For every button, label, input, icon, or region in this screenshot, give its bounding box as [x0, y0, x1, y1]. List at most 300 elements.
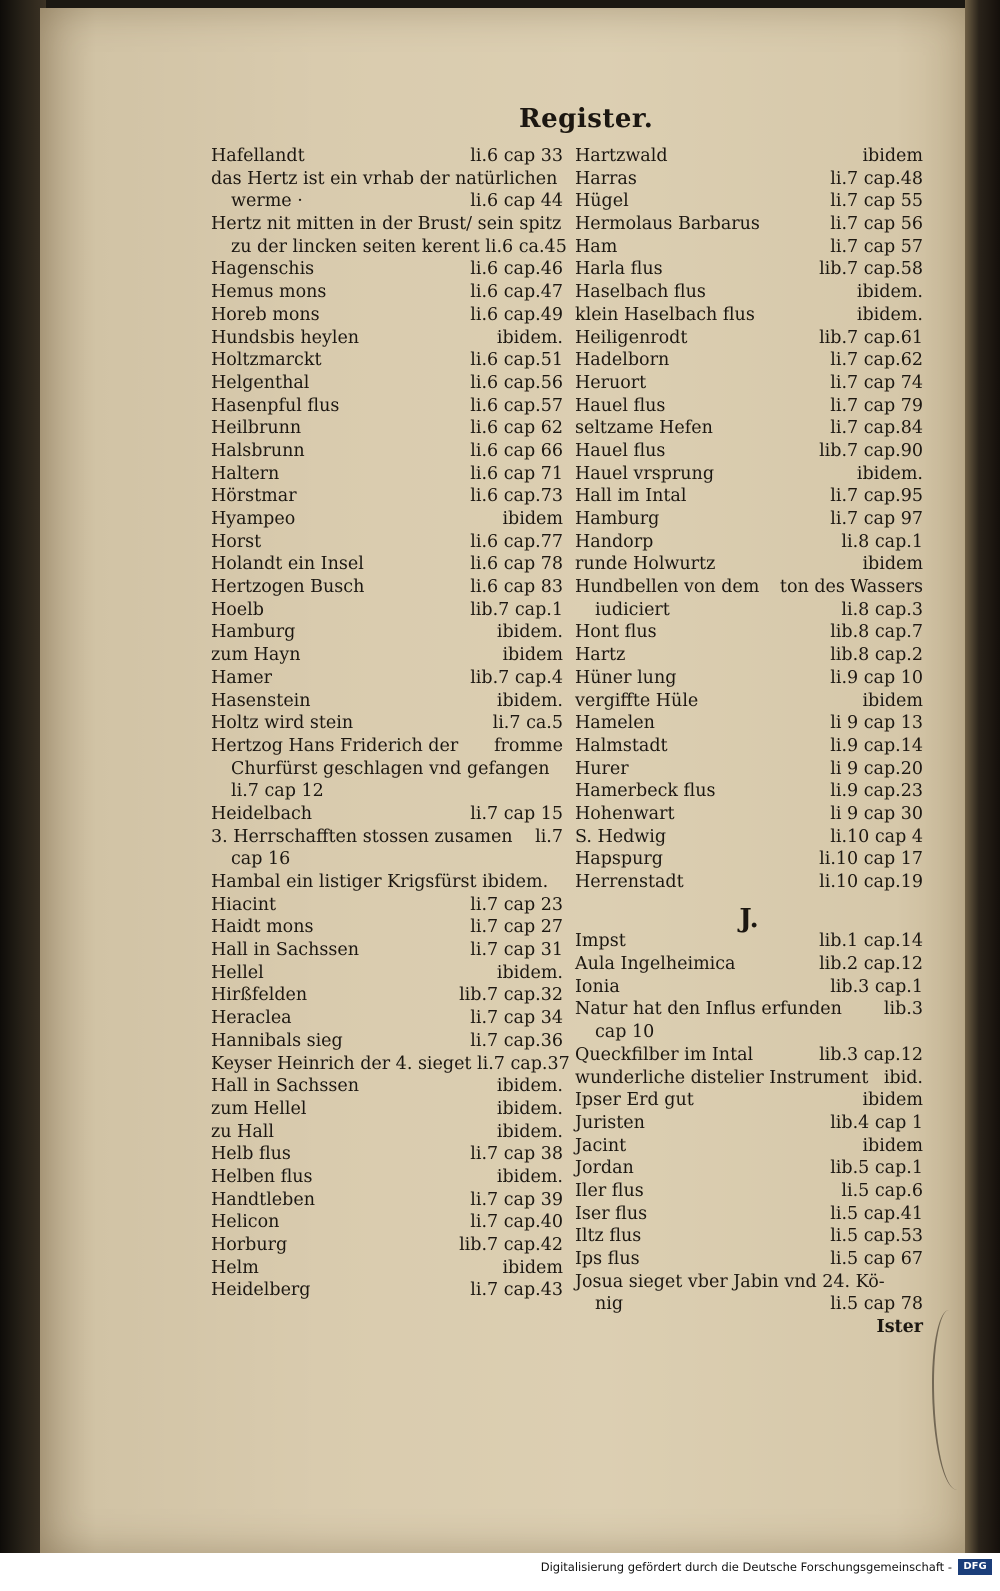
entry-reference: ibidem.	[496, 622, 563, 643]
index-entry	[575, 1271, 923, 1294]
index-entry	[211, 1257, 563, 1280]
entry-reference: li.6 cap 78	[470, 554, 563, 575]
entry-term: Hasenstein	[211, 690, 311, 711]
entry-term: Hagenschis	[211, 259, 315, 280]
index-entry	[211, 213, 563, 236]
dfg-logo-badge: DFG	[958, 1559, 992, 1575]
entry-term: Hamburg	[211, 622, 296, 643]
entry-term: Hügel	[575, 191, 629, 212]
entry-reference: li.6 cap 71	[470, 463, 563, 484]
index-entry	[211, 417, 563, 440]
index-entry	[211, 735, 563, 758]
entry-term: Hamelen	[575, 713, 655, 734]
index-entry	[211, 1143, 563, 1166]
index-entry	[575, 1180, 923, 1203]
entry-term: Iltz flus	[575, 1226, 642, 1247]
entry-term: Aula Ingelheimica	[575, 954, 736, 975]
entry-term: Haidt mons	[211, 917, 314, 938]
entry-reference: li.7 cap.43	[470, 1280, 563, 1301]
index-entry	[211, 440, 563, 463]
entry-term: Haselbach flus	[575, 282, 706, 303]
index-entry	[575, 826, 923, 849]
entry-term: Hont flus	[575, 622, 657, 643]
index-entry	[575, 644, 923, 667]
page-title: Register.	[519, 104, 654, 134]
entry-term: Josua sieget vber Jabin vnd 24. Kö-	[575, 1271, 885, 1292]
entry-term: Heruort	[575, 372, 647, 393]
entry-term: seltzame Hefen	[575, 418, 713, 439]
entry-reference: li.7 cap 56	[830, 214, 923, 235]
index-entry	[211, 803, 563, 826]
index-entry	[575, 998, 923, 1021]
entry-reference: ibidem.	[496, 327, 563, 348]
entry-reference: li 9 cap 13	[830, 713, 923, 734]
entry-term: Hüner lung	[575, 667, 677, 688]
entry-reference: ibidem.	[496, 962, 563, 983]
entry-term: Hertz nit mitten in der Brust/ sein spitz	[211, 214, 562, 235]
right-index-column	[575, 145, 923, 1339]
index-entry	[575, 1293, 923, 1316]
entry-term: Helben flus	[211, 1166, 313, 1187]
entry-reference: lib.7 cap.58	[819, 259, 923, 280]
entry-term: Hauel flus	[575, 395, 666, 416]
entry-reference: lib.4 cap 1	[830, 1112, 923, 1133]
entry-term: Hertzogen Busch	[211, 577, 365, 598]
entry-reference: ibidem.	[496, 690, 563, 711]
index-entry	[575, 440, 923, 463]
entry-reference: li.8 cap.1	[841, 531, 923, 552]
entry-term: J.	[739, 903, 759, 934]
entry-reference: li.9 cap.23	[830, 781, 923, 802]
entry-reference: lib.7 cap.4	[470, 667, 563, 688]
entry-reference: li.7 cap.36	[470, 1030, 563, 1051]
index-entry	[211, 1121, 563, 1144]
index-entry	[575, 349, 923, 372]
index-entry	[211, 667, 563, 690]
entry-reference: ibidem	[862, 146, 923, 166]
entry-term: zu der lincken seiten kerent li.6 ca.45	[231, 236, 567, 257]
index-entry	[211, 644, 563, 667]
entry-reference: lib.3	[883, 999, 923, 1020]
entry-term: Helicon	[211, 1212, 280, 1233]
entry-reference: li.6 cap.49	[470, 304, 563, 325]
entry-reference: lib.7 cap.90	[819, 440, 923, 461]
entry-term: Ipser Erd gut	[575, 1090, 694, 1111]
entry-reference: lib.8 cap.2	[830, 645, 923, 666]
entry-term: Heidelberg	[211, 1280, 311, 1301]
entry-reference: li.7 cap 79	[830, 395, 923, 416]
entry-term: Heidelbach	[211, 803, 313, 824]
entry-term: zum Hayn	[211, 645, 301, 666]
entry-term: Jacint	[575, 1135, 627, 1156]
entry-reference: li.7 cap.48	[830, 168, 923, 189]
entry-reference: li.5 cap 78	[830, 1294, 923, 1315]
index-entry	[575, 690, 923, 713]
entry-term: Hauel flus	[575, 440, 666, 461]
entry-term: Helb flus	[211, 1144, 291, 1165]
entry-reference: li.10 cap 4	[830, 826, 923, 847]
index-entry	[211, 758, 563, 781]
entry-term: Hellel	[211, 962, 264, 983]
entry-term: Harla flus	[575, 259, 663, 280]
entry-term: Hadelborn	[575, 350, 670, 371]
entry-term: Hapspurg	[575, 849, 663, 870]
index-entry	[211, 327, 563, 350]
index-entry	[211, 780, 563, 803]
entry-term: Hall im Intal	[575, 486, 687, 507]
entry-term: Iser flus	[575, 1203, 648, 1224]
index-entry	[211, 1234, 563, 1257]
entry-reference: li.8 cap.3	[841, 599, 923, 620]
entry-term: Iler flus	[575, 1180, 644, 1201]
entry-reference: ibidem.	[496, 1166, 563, 1187]
index-entry	[211, 916, 563, 939]
entry-reference: lib.5 cap.1	[830, 1158, 923, 1179]
entry-reference: li.6 cap.51	[470, 350, 563, 371]
index-entry	[211, 304, 563, 327]
entry-term: Hafellandt	[211, 146, 305, 166]
entry-term: nig	[595, 1294, 624, 1315]
entry-term: Impst	[575, 931, 626, 952]
index-entry	[211, 690, 563, 713]
entry-term: Hauel vrsprung	[575, 463, 715, 484]
index-entry	[575, 1112, 923, 1135]
entry-reference: lib.3 cap.1	[830, 976, 923, 997]
index-entry	[575, 190, 923, 213]
entry-reference: ibidem.	[496, 1098, 563, 1119]
entry-term: Hamer	[211, 667, 273, 688]
entry-term: cap 16	[231, 849, 291, 870]
index-entry	[211, 826, 563, 849]
index-entry	[575, 803, 923, 826]
index-entry	[575, 145, 923, 168]
index-entry	[575, 258, 923, 281]
entry-reference: li.6 cap 44	[470, 191, 563, 212]
entry-reference: ibidem.	[856, 282, 923, 303]
index-entry	[211, 372, 563, 395]
index-entry	[575, 1316, 923, 1339]
entry-reference: li.6 cap.47	[470, 282, 563, 303]
entry-reference: lib.2 cap.12	[819, 954, 923, 975]
entry-reference: li.6 cap 62	[470, 418, 563, 439]
entry-term: S. Hedwig	[575, 826, 667, 847]
entry-reference: li.6 cap.56	[470, 372, 563, 393]
entry-reference: li.7 cap 23	[470, 894, 563, 915]
entry-term: Natur hat den Influs erfunden	[575, 999, 842, 1020]
index-entry	[575, 953, 923, 976]
entry-term: runde Holwurtz	[575, 554, 716, 575]
index-entry	[211, 236, 567, 259]
index-entry	[575, 780, 923, 803]
index-entry	[575, 930, 923, 953]
entry-term: werme ·	[231, 191, 303, 212]
entry-term: Holandt ein Insel	[211, 554, 364, 575]
entry-reference: ibidem.	[496, 1121, 563, 1142]
entry-reference: ibidem	[862, 1090, 923, 1111]
index-entry	[575, 236, 923, 259]
index-entry	[575, 871, 923, 894]
entry-term: Jordan	[575, 1158, 634, 1179]
entry-reference: li.7 cap 27	[470, 917, 563, 938]
entry-reference: ibidem.	[496, 1076, 563, 1097]
index-entry	[211, 939, 563, 962]
entry-reference: lib.3 cap.12	[819, 1044, 923, 1065]
entry-reference: ibidem.	[856, 304, 923, 325]
entry-reference: li.7 cap 15	[470, 803, 563, 824]
entry-term: li.7 cap 12	[231, 781, 324, 802]
index-entry	[211, 463, 563, 486]
left-index-column	[211, 145, 570, 1302]
index-entry	[211, 1075, 563, 1098]
index-entry	[575, 1089, 923, 1112]
index-entry	[575, 327, 923, 350]
entry-term: Harras	[575, 168, 637, 189]
entry-reference: ibidem	[502, 509, 563, 529]
index-entry	[211, 1007, 563, 1030]
entry-term: Churfürst geschlagen vnd gefangen	[231, 758, 550, 779]
entry-term: Helm	[211, 1257, 259, 1278]
entry-term: Hoelb	[211, 599, 264, 620]
entry-reference: li.10 cap.19	[819, 872, 923, 892]
entry-term: Helgenthal	[211, 372, 310, 393]
entry-term: Keyser Heinrich der 4. sieget li.7 cap.37	[211, 1053, 570, 1074]
entry-term: Hartzwald	[575, 146, 668, 166]
index-entry	[575, 712, 923, 735]
entry-term: Hörstmar	[211, 486, 297, 507]
entry-reference: lib.7 cap.61	[819, 327, 923, 348]
entry-reference: li.6 cap.77	[470, 531, 563, 552]
entry-reference: ton des Wassers	[779, 577, 923, 598]
index-entry	[575, 281, 923, 304]
entry-term: Hiacint	[211, 894, 276, 915]
entry-term: Hohenwart	[575, 803, 675, 824]
index-entry	[575, 395, 923, 418]
index-entry	[575, 1203, 923, 1226]
index-entry	[575, 758, 923, 781]
entry-reference: li.5 cap.53	[830, 1226, 923, 1247]
entry-term: zu Hall	[211, 1121, 274, 1142]
entry-term: zum Hellel	[211, 1098, 307, 1119]
index-entry	[211, 576, 563, 599]
entry-reference: li.7	[535, 826, 563, 847]
entry-term: Handtleben	[211, 1189, 315, 1210]
index-entry	[575, 667, 923, 690]
entry-reference: li.7 cap.95	[830, 486, 923, 507]
index-entry	[575, 1248, 923, 1271]
entry-reference: ibidem	[502, 1257, 563, 1278]
entry-reference: lib.7 cap.42	[459, 1235, 563, 1255]
index-entry	[211, 145, 563, 168]
index-entry	[211, 190, 563, 213]
index-entry	[575, 1021, 923, 1044]
index-entry	[575, 976, 923, 999]
index-entry	[211, 848, 563, 871]
entry-reference: lib.1 cap.14	[819, 931, 923, 952]
entry-reference: li.7 cap.40	[470, 1212, 563, 1233]
index-entry	[211, 871, 563, 894]
entry-term: Holtz wird stein	[211, 713, 354, 734]
entry-reference: li.6 cap 33	[470, 146, 563, 166]
index-entry	[575, 1157, 923, 1180]
entry-term: Hermolaus Barbarus	[575, 214, 760, 235]
index-entry	[575, 485, 923, 508]
entry-term: Ionia	[575, 976, 620, 997]
entry-reference: li.7 cap 74	[830, 372, 923, 393]
index-entry	[211, 485, 563, 508]
entry-reference: li 9 cap 30	[830, 803, 923, 824]
entry-reference: li.5 cap.41	[830, 1203, 923, 1224]
entry-term: Hamburg	[575, 509, 660, 529]
index-entry	[575, 1135, 923, 1158]
index-entry	[211, 599, 563, 622]
entry-term: Hirßfelden	[211, 985, 308, 1006]
index-entry	[575, 168, 923, 191]
entry-term: Hundsbis heylen	[211, 327, 360, 348]
entry-term: Hall in Sachssen	[211, 940, 359, 961]
entry-term: Heraclea	[211, 1008, 292, 1029]
entry-term: iudiciert	[595, 599, 670, 620]
entry-term: cap 10	[595, 1022, 655, 1043]
entry-reference: ibidem	[862, 690, 923, 711]
index-entry	[211, 1166, 563, 1189]
entry-term: 3. Herrschafften stossen zusamen	[211, 826, 513, 847]
index-entry	[575, 599, 923, 622]
index-entry	[211, 508, 563, 531]
entry-reference: li.7 cap 55	[830, 191, 923, 212]
entry-term: Juristen	[575, 1112, 645, 1133]
entry-term: Heilbrunn	[211, 418, 302, 439]
entry-term: Holtzmarckt	[211, 350, 322, 371]
entry-reference: li.5 cap 67	[830, 1249, 923, 1269]
index-entry	[211, 395, 563, 418]
section-letter	[575, 903, 923, 934]
footer-credit: Digitalisierung gefördert durch die Deutsche Forschungsgemeinschaft -	[540, 1560, 952, 1574]
entry-term: Haltern	[211, 463, 280, 484]
index-entry	[575, 735, 923, 758]
entry-reference: ibidem	[862, 1135, 923, 1156]
entry-reference: ibid.	[883, 1067, 923, 1088]
index-entry	[575, 417, 923, 440]
index-entry	[575, 463, 923, 486]
entry-term: Handorp	[575, 531, 654, 552]
entry-term: Herrenstadt	[575, 872, 684, 892]
entry-reference: li.9 cap.14	[830, 735, 923, 756]
entry-reference: li.6 cap.73	[470, 486, 563, 507]
index-entry	[575, 1225, 923, 1248]
entry-reference: lib.7 cap.32	[459, 985, 563, 1006]
index-entry	[575, 508, 923, 531]
entry-term: Hundbellen von dem	[575, 577, 760, 598]
index-entry	[211, 349, 563, 372]
index-entry	[575, 1044, 923, 1067]
index-entry	[211, 1211, 563, 1234]
entry-term: vergiffte Hüle	[575, 690, 699, 711]
index-entry	[211, 1098, 563, 1121]
entry-term: Queckfilber im Intal	[575, 1044, 754, 1065]
entry-term: Hurer	[575, 758, 629, 779]
index-entry	[211, 894, 563, 917]
entry-term: Horst	[211, 531, 262, 552]
entry-reference: ibidem.	[856, 463, 923, 484]
entry-reference: li.7 ca.5	[492, 713, 563, 734]
index-entry	[211, 1030, 563, 1053]
entry-reference: li.7 cap 31	[470, 940, 563, 961]
entry-reference: lib.7 cap.1	[470, 599, 563, 620]
entry-term: Ham	[575, 236, 618, 257]
entry-term: Horeb mons	[211, 304, 320, 325]
index-entry	[211, 1053, 570, 1076]
entry-reference: ibidem	[502, 645, 563, 666]
index-entry	[211, 258, 563, 281]
entry-term: Halmstadt	[575, 735, 668, 756]
entry-term: Halsbrunn	[211, 440, 305, 461]
entry-term: Hemus mons	[211, 282, 327, 303]
index-entry	[211, 984, 563, 1007]
entry-reference: fromme	[494, 735, 563, 756]
entry-reference: li.7 cap 57	[830, 236, 923, 257]
index-entry	[575, 372, 923, 395]
entry-reference: lib.8 cap.7	[830, 622, 923, 643]
entry-reference: li.7 cap 97	[830, 509, 923, 529]
entry-term: das Hertz ist ein vrhab der natürlichen	[211, 168, 558, 189]
index-entry	[575, 848, 923, 871]
index-entry	[575, 576, 923, 599]
index-entry	[575, 213, 923, 236]
entry-reference: li.10 cap 17	[819, 849, 923, 870]
entry-reference: li.6 cap.46	[470, 259, 563, 280]
entry-reference: li.7 cap 34	[470, 1008, 563, 1029]
index-entry	[575, 531, 923, 554]
index-entry	[211, 553, 563, 576]
entry-reference: li.6 cap 66	[470, 440, 563, 461]
index-entry	[211, 281, 563, 304]
entry-term: Heiligenrodt	[575, 327, 688, 348]
index-entry	[575, 553, 923, 576]
entry-reference: li.6 cap 83	[470, 577, 563, 598]
entry-term: Hasenpful flus	[211, 395, 340, 416]
index-entry	[575, 1067, 923, 1090]
entry-term: wunderliche distelier Instrument	[575, 1067, 869, 1088]
entry-term: klein Haselbach flus	[575, 304, 755, 325]
entry-reference: li.7 cap 39	[470, 1189, 563, 1210]
index-entry	[575, 621, 923, 644]
entry-term: Hamerbeck flus	[575, 781, 716, 802]
index-entry	[211, 168, 563, 191]
entry-reference: li.5 cap.6	[841, 1180, 923, 1201]
index-entry	[211, 712, 563, 735]
entry-reference: li.7 cap 38	[470, 1144, 563, 1165]
entry-term: Ips flus	[575, 1249, 640, 1269]
entry-term: Hertzog Hans Friderich der	[211, 735, 459, 756]
index-entry	[211, 1279, 563, 1302]
entry-reference: li.7 cap.62	[830, 350, 923, 371]
index-entry	[211, 1189, 563, 1212]
entry-reference: li 9 cap.20	[830, 758, 923, 779]
entry-term: Hyampeo	[211, 509, 296, 529]
catchword: Ister	[876, 1317, 923, 1338]
entry-term: Hartz	[575, 645, 626, 666]
index-entry	[211, 621, 563, 644]
entry-reference: li.6 cap.57	[470, 395, 563, 416]
entry-reference: li.9 cap 10	[830, 667, 923, 688]
entry-reference: li.7 cap.84	[830, 418, 923, 439]
entry-term: Hannibals sieg	[211, 1030, 343, 1051]
index-entry	[211, 962, 563, 985]
index-entry	[211, 531, 563, 554]
index-entry	[575, 304, 923, 327]
entry-term: Hall in Sachssen	[211, 1076, 359, 1097]
entry-term: Hambal ein listiger Krigsfürst ibidem.	[211, 872, 549, 892]
